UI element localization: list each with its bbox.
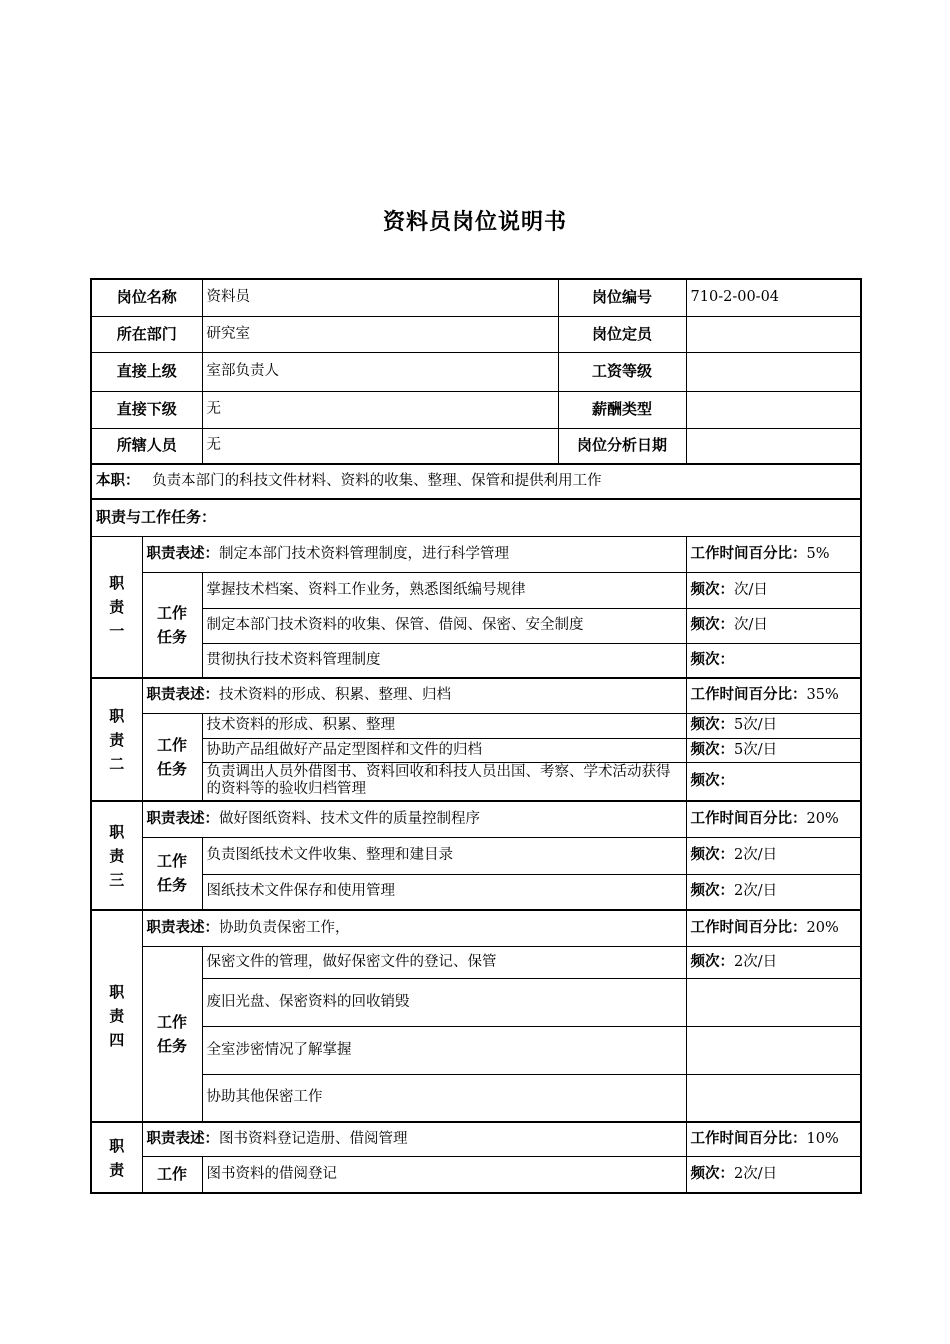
subordinate-label: 直接下级 <box>91 391 202 428</box>
row-duties-header <box>91 499 861 536</box>
pay-type-label: 薪酬类型 <box>558 391 686 428</box>
freq-label: 频次： <box>690 847 735 863</box>
duty-five-desc: 图书资料登记造册、借阅管理 <box>219 1130 408 1147</box>
freq-label: 频次： <box>690 883 735 900</box>
duty-two-task: 技术资料的形成、积累、整理 <box>202 713 686 738</box>
duty-four-task-row <box>91 946 861 978</box>
duty-four-tasks-label <box>142 946 202 1122</box>
duty-two-label-char: 二 <box>109 754 125 773</box>
tasks-label-line2: 任务 <box>157 759 188 778</box>
staff-quota-label: 岗位定员 <box>558 316 686 352</box>
duty-desc-label: 职责表述： <box>146 687 219 704</box>
duty-two-task: 负责调出人员外借图书、资料回收和科技人员出国、考察、学术活动获得的资料等的验收归档管理 <box>202 762 686 801</box>
duty-summary-text: 负责本部门的科技文件材料、资料的收集、整理、保管和提供利用工作 <box>152 473 602 489</box>
duty-two-label-char: 责 <box>109 730 125 749</box>
row-managed-staff <box>91 428 861 464</box>
duty-two-task-freq-cell <box>686 713 861 738</box>
department-value: 研究室 <box>202 316 558 352</box>
post-name-label: 岗位名称 <box>91 279 202 316</box>
row-department <box>91 316 861 352</box>
duty-three-desc: 做好图纸资料、技术文件的质量控制程序 <box>219 810 480 827</box>
duty-two-task-freq-cell <box>686 738 861 762</box>
duty-five-desc-row <box>91 1122 861 1156</box>
analysis-date-value <box>686 428 861 464</box>
tasks-label-line2: 任务 <box>157 876 188 895</box>
freq-label: 频次： <box>690 717 735 733</box>
post-code-value: 710-2-00-04 <box>686 279 861 316</box>
duty-four-percent-cell <box>686 910 861 946</box>
duty-one-tasks-label <box>142 572 202 678</box>
duty-four-desc-row <box>91 910 861 946</box>
duty-four-task: 废旧光盘、保密资料的回收销毁 <box>202 978 686 1026</box>
percent-label: 工作时间百分比： <box>690 810 807 827</box>
tasks-label-line1: 工作 <box>157 1165 188 1184</box>
duty-two-task-row <box>91 762 861 801</box>
duty-four-task-row <box>91 1026 861 1074</box>
duty-desc-label: 职责表述： <box>146 545 219 562</box>
duty-three-label-char: 三 <box>109 870 125 889</box>
duty-desc-label: 职责表述： <box>146 1130 219 1147</box>
duty-four-desc: 协助负责保密工作， <box>219 919 350 936</box>
duty-one-task: 掌握技术档案、资料工作业务，熟悉图纸编号规律 <box>202 572 686 608</box>
duty-three-label-char: 责 <box>109 846 125 865</box>
duty-two-tasks-label <box>142 713 202 801</box>
freq-label: 频次： <box>690 651 735 668</box>
duty-three-label <box>91 801 142 910</box>
duty-five-task-freq: 2次/日 <box>734 1165 778 1182</box>
duty-three-percent: 20% <box>806 810 839 827</box>
duty-one-task-freq: 次/日 <box>734 617 768 633</box>
duty-four-label-char: 四 <box>109 1031 125 1049</box>
freq-label: 频次： <box>690 741 735 758</box>
freq-label: 频次： <box>690 1165 735 1182</box>
duty-three-task-row <box>91 837 861 874</box>
duty-two-task-freq-cell <box>686 762 861 801</box>
duty-two-percent-cell <box>686 678 861 713</box>
freq-label: 频次： <box>690 581 735 598</box>
page-title: 资料员岗位说明书 <box>382 210 567 235</box>
duty-three-task: 负责图纸技术文件收集、整理和建目录 <box>202 837 686 874</box>
duty-five-desc-cell <box>142 1122 686 1156</box>
duty-two-desc-cell <box>142 678 686 713</box>
duty-two-label <box>91 678 142 801</box>
superior-label: 直接上级 <box>91 352 202 391</box>
duty-two-task-row <box>91 713 861 738</box>
percent-label: 工作时间百分比： <box>690 1130 807 1147</box>
duty-three-task: 图纸技术文件保存和使用管理 <box>202 874 686 910</box>
department-label: 所在部门 <box>91 316 202 352</box>
duty-desc-label: 职责表述： <box>146 919 219 936</box>
post-code-label: 岗位编号 <box>558 279 686 316</box>
row-post-name <box>91 279 861 316</box>
duty-two-task-freq: 5次/日 <box>734 717 778 733</box>
duty-four-desc-cell <box>142 910 686 946</box>
duty-one-percent: 5% <box>806 545 830 562</box>
duty-three-task-freq: 2次/日 <box>734 847 778 863</box>
duty-three-task-freq-cell <box>686 837 861 874</box>
row-duty-summary <box>91 464 861 499</box>
duty-four-task-freq-cell <box>686 1026 861 1074</box>
duty-two-percent: 35% <box>806 687 839 704</box>
tasks-label-line2: 任务 <box>157 1036 188 1055</box>
duty-three-task-freq-cell <box>686 874 861 910</box>
duty-one-label-char: 职 <box>109 573 125 592</box>
duty-four-label <box>91 910 142 1122</box>
duty-two-desc: 技术资料的形成、积累、整理、归档 <box>219 687 451 704</box>
duty-one-desc-cell <box>142 536 686 572</box>
duty-four-task: 保密文件的管理，做好保密文件的登记、保管 <box>202 946 686 978</box>
salary-grade-label: 工资等级 <box>558 352 686 391</box>
duty-five-task: 图书资料的借阅登记 <box>202 1156 686 1193</box>
percent-label: 工作时间百分比： <box>690 687 807 704</box>
tasks-label-line1: 工作 <box>157 603 188 622</box>
duty-five-percent-cell <box>686 1122 861 1156</box>
duty-four-task: 全室涉密情况了解掌握 <box>202 1026 686 1074</box>
duty-four-task-freq-cell <box>686 1074 861 1122</box>
duty-one-task-freq-cell <box>686 608 861 643</box>
freq-label: 频次： <box>690 772 735 789</box>
duty-three-label-char: 职 <box>109 822 125 841</box>
subordinate-value: 无 <box>202 391 558 428</box>
duty-one-task-row <box>91 608 861 643</box>
duty-two-task-row <box>91 738 861 762</box>
analysis-date-label: 岗位分析日期 <box>558 428 686 464</box>
duty-four-task: 协助其他保密工作 <box>202 1074 686 1122</box>
duty-four-task-row <box>91 978 861 1026</box>
freq-label: 频次： <box>690 617 735 633</box>
duty-one-task-freq-cell <box>686 643 861 678</box>
duty-four-label-char: 责 <box>109 1007 125 1025</box>
duty-four-task-freq-cell <box>686 946 861 978</box>
duty-four-label-char: 职 <box>109 983 125 1001</box>
managed-staff-label: 所辖人员 <box>91 428 202 464</box>
duty-two-task: 协助产品组做好产品定型图样和文件的归档 <box>202 738 686 762</box>
duty-one-task-freq: 次/日 <box>734 581 768 598</box>
job-description-table <box>90 278 862 1194</box>
salary-grade-value <box>686 352 861 391</box>
duty-summary-cell <box>91 464 861 499</box>
duty-three-percent-cell <box>686 801 861 837</box>
duty-one-task-row <box>91 572 861 608</box>
duty-five-label-char: 职 <box>109 1136 125 1155</box>
pay-type-value <box>686 391 861 428</box>
duty-desc-label: 职责表述： <box>146 810 219 827</box>
duty-three-task-freq: 2次/日 <box>734 883 778 900</box>
duty-four-task-row <box>91 1074 861 1122</box>
staff-quota-value <box>686 316 861 352</box>
duty-four-task-freq: 2次/日 <box>734 953 778 970</box>
duty-four-percent: 20% <box>806 919 839 936</box>
duty-one-desc-row <box>91 536 861 572</box>
duty-three-task-row <box>91 874 861 910</box>
duty-three-desc-cell <box>142 801 686 837</box>
row-superior <box>91 352 861 391</box>
duty-one-label-char: 一 <box>109 621 125 640</box>
duty-three-desc-row <box>91 801 861 837</box>
tasks-label-line2: 任务 <box>157 627 188 646</box>
duty-one-task-freq-cell <box>686 572 861 608</box>
percent-label: 工作时间百分比： <box>690 545 807 562</box>
duty-five-task-row <box>91 1156 861 1193</box>
duty-five-task-freq-cell <box>686 1156 861 1193</box>
duties-header: 职责与工作任务： <box>91 499 861 536</box>
duty-three-tasks-label <box>142 837 202 910</box>
duty-one-task: 贯彻执行技术资料管理制度 <box>202 643 686 678</box>
duty-one-task-row <box>91 643 861 678</box>
duty-five-label-char: 责 <box>109 1160 125 1179</box>
tasks-label-line1: 工作 <box>157 1012 188 1031</box>
row-subordinate <box>91 391 861 428</box>
duty-five-percent: 10% <box>806 1130 839 1147</box>
duty-one-desc: 制定本部门技术资料管理制度，进行科学管理 <box>219 545 509 562</box>
superior-value: 室部负责人 <box>202 352 558 391</box>
managed-staff-value: 无 <box>202 428 558 464</box>
duty-one-percent-cell <box>686 536 861 572</box>
duty-one-task: 制定本部门技术资料的收集、保管、借阅、保密、安全制度 <box>202 608 686 643</box>
duty-two-task-freq: 5次/日 <box>734 741 778 758</box>
tasks-label-line1: 工作 <box>157 852 188 871</box>
freq-label: 频次： <box>690 953 735 970</box>
duty-two-label-char: 职 <box>109 706 125 725</box>
duty-one-label-char: 责 <box>109 597 125 616</box>
duty-four-task-freq-cell <box>686 978 861 1026</box>
duty-five-label <box>91 1122 142 1193</box>
tasks-label-line1: 工作 <box>157 735 188 754</box>
duty-one-label <box>91 536 142 678</box>
percent-label: 工作时间百分比： <box>690 919 807 936</box>
duty-two-desc-row <box>91 678 861 713</box>
duty-five-tasks-label <box>142 1156 202 1193</box>
post-name-value: 资料员 <box>202 279 558 316</box>
duty-summary-label: 本职： <box>96 473 140 489</box>
